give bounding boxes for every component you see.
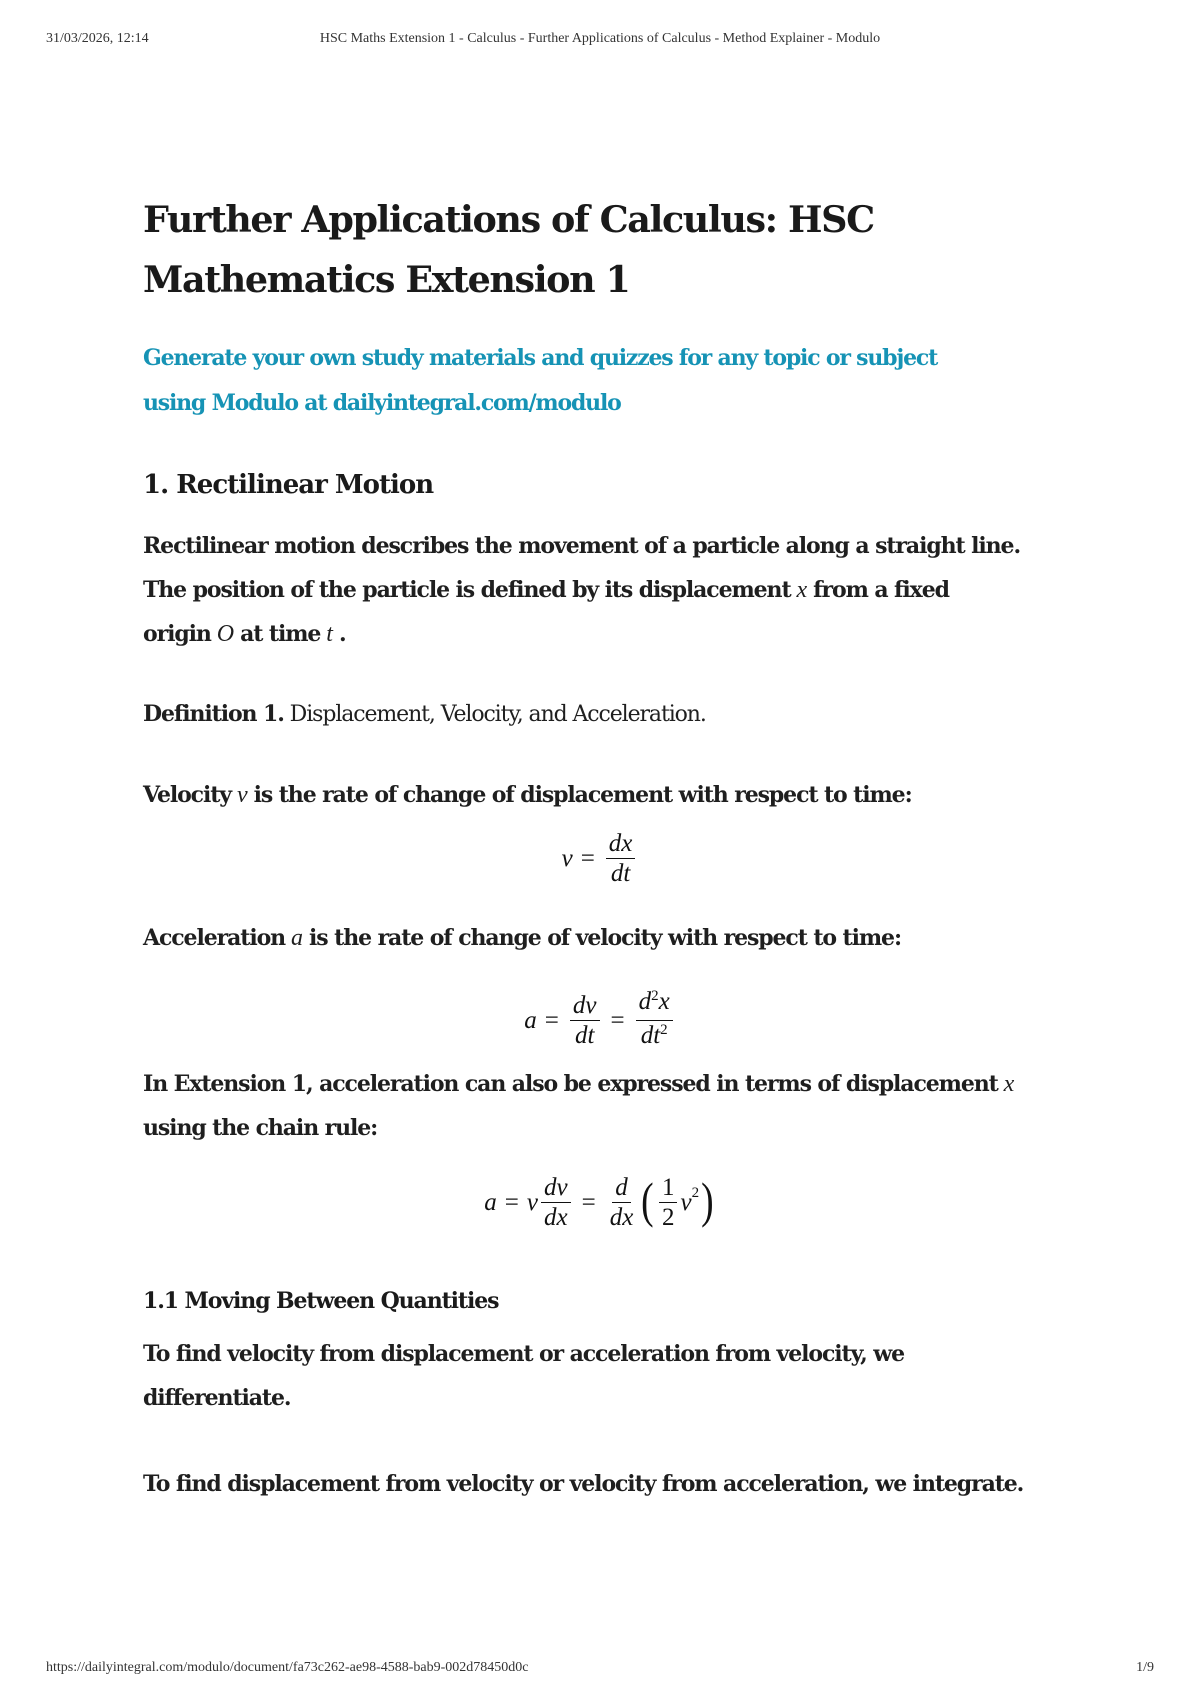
eq1-fraction [606, 830, 636, 887]
eq3-numerator-2: d [612, 1174, 631, 1203]
eq2-lhs: a [524, 1006, 537, 1034]
eq3-exponent: 2 [691, 1185, 700, 1201]
math-var-t: t [326, 621, 333, 647]
definition-text: Displacement, Velocity, and Acceleration. [289, 702, 706, 727]
math-var-x-2: x [1003, 1071, 1015, 1097]
extension-line-2: using the chain rule: [143, 1115, 378, 1141]
print-date: 31/03/2026, 12:14 [46, 31, 149, 46]
document-content [143, 190, 1063, 817]
eq3-denominator-2: dx [609, 1204, 634, 1231]
eq2-den-dt: dt [640, 1022, 661, 1049]
intro-paragraph [143, 524, 1063, 656]
eq3-equals-2: = [581, 1188, 596, 1216]
page-title-line-1: Further Applications of Calculus: HSC [143, 198, 874, 241]
page-title-line-2: Mathematics Extension 1 [143, 258, 630, 301]
eq3-fraction-2 [607, 1174, 637, 1231]
eq3-numerator-1: dv [541, 1174, 571, 1203]
equation-acceleration [0, 988, 1200, 1053]
eq3-var-v: v [680, 1188, 692, 1216]
extension-paragraph [143, 1062, 1083, 1150]
eq2-equals-1: = [544, 1006, 559, 1034]
velocity-text: is the rate of change of displacement with respect to time: [253, 782, 912, 808]
eq3-denominator-1: dx [543, 1204, 568, 1231]
promo-link[interactable] [143, 336, 1063, 426]
eq1-denominator: dt [610, 860, 631, 887]
page-title [143, 190, 1063, 310]
acceleration-label: Acceleration [143, 925, 286, 951]
eq2-numerator-1: dv [570, 992, 600, 1021]
math-var-a: a [291, 925, 304, 951]
equation-chain-rule [0, 1171, 1200, 1231]
eq3-half-numerator: 1 [659, 1174, 678, 1203]
eq2-denominator-2 [638, 1021, 671, 1053]
differentiate-line-2: differentiate. [143, 1385, 291, 1411]
eq3-equals-1: = [504, 1188, 519, 1216]
intro-line-3-mid: at time [240, 621, 321, 647]
math-var-v: v [236, 782, 248, 808]
eq3-left-paren: ( [641, 1171, 654, 1228]
eq2-den-exponent: 2 [660, 1022, 668, 1038]
eq2-fraction-1 [570, 992, 600, 1049]
eq2-num-d: d [638, 988, 652, 1015]
equation-velocity [0, 830, 1200, 887]
eq2-numerator-2 [636, 988, 673, 1021]
acceleration-text: is the rate of change of velocity with respect to time: [309, 925, 901, 951]
eq2-fraction-2 [636, 988, 673, 1053]
velocity-definition [143, 773, 1063, 817]
velocity-label: Velocity [143, 782, 231, 808]
intro-line-2-end: from a fixed [813, 577, 949, 603]
subsection-moving-between-quantities [143, 1282, 1083, 1506]
eq1-lhs: v [561, 844, 573, 872]
differentiate-line-1: To find velocity from displacement or acceleration from velocity, we [143, 1341, 905, 1367]
promo-line-1: Generate your own study materials and quizzes for any topic or subject [143, 345, 938, 371]
eq1-numerator: dx [606, 830, 636, 859]
intro-line-3-text: origin [143, 621, 211, 647]
differentiate-paragraph [143, 1332, 1083, 1420]
intro-line-2-text: The position of the particle is defined by its displacement [143, 577, 791, 603]
promo-line-2: using Modulo at dailyintegral.com/modulo [143, 390, 621, 416]
print-url: https://dailyintegral.com/modulo/document/fa73c262-ae98-4588-bab9-002d78450d0c [46, 1660, 529, 1675]
eq2-denominator-1: dt [574, 1022, 595, 1049]
section-heading-rectilinear-motion: 1. Rectilinear Motion [143, 470, 434, 500]
intro-period: . [338, 621, 346, 647]
eq3-half-denominator: 2 [661, 1204, 675, 1231]
acceleration-definition [143, 916, 1083, 960]
eq3-fraction-half [659, 1174, 678, 1231]
intro-line-1: Rectilinear motion describes the movement of a particle along a straight line. [143, 533, 1021, 559]
integrate-paragraph: To find displacement from velocity or velocity from acceleration, we integrate. [143, 1471, 1024, 1497]
definition-label: Definition 1. [143, 701, 284, 727]
page-number: 1/9 [1136, 1660, 1154, 1675]
eq2-num-x: x [658, 988, 670, 1015]
eq3-coefficient: v [526, 1188, 538, 1216]
subsection-heading: 1.1 Moving Between Quantities [143, 1288, 499, 1314]
eq3-right-paren: ) [701, 1171, 714, 1228]
eq3-lhs: a [484, 1188, 497, 1216]
print-document-title: HSC Maths Extension 1 - Calculus - Further Applications of Calculus - Method Explainer - Modulo [319, 31, 881, 46]
extension-line-1: In Extension 1, acceleration can also be expressed in terms of displacement [143, 1071, 998, 1097]
math-var-O: O [216, 621, 235, 647]
eq1-equals: = [580, 844, 595, 872]
eq3-fraction-1 [541, 1174, 571, 1231]
definition-1 [143, 692, 1063, 737]
math-var-x: x [796, 577, 808, 603]
eq2-equals-2: = [610, 1006, 625, 1034]
eq2-num-exponent: 2 [651, 988, 659, 1004]
